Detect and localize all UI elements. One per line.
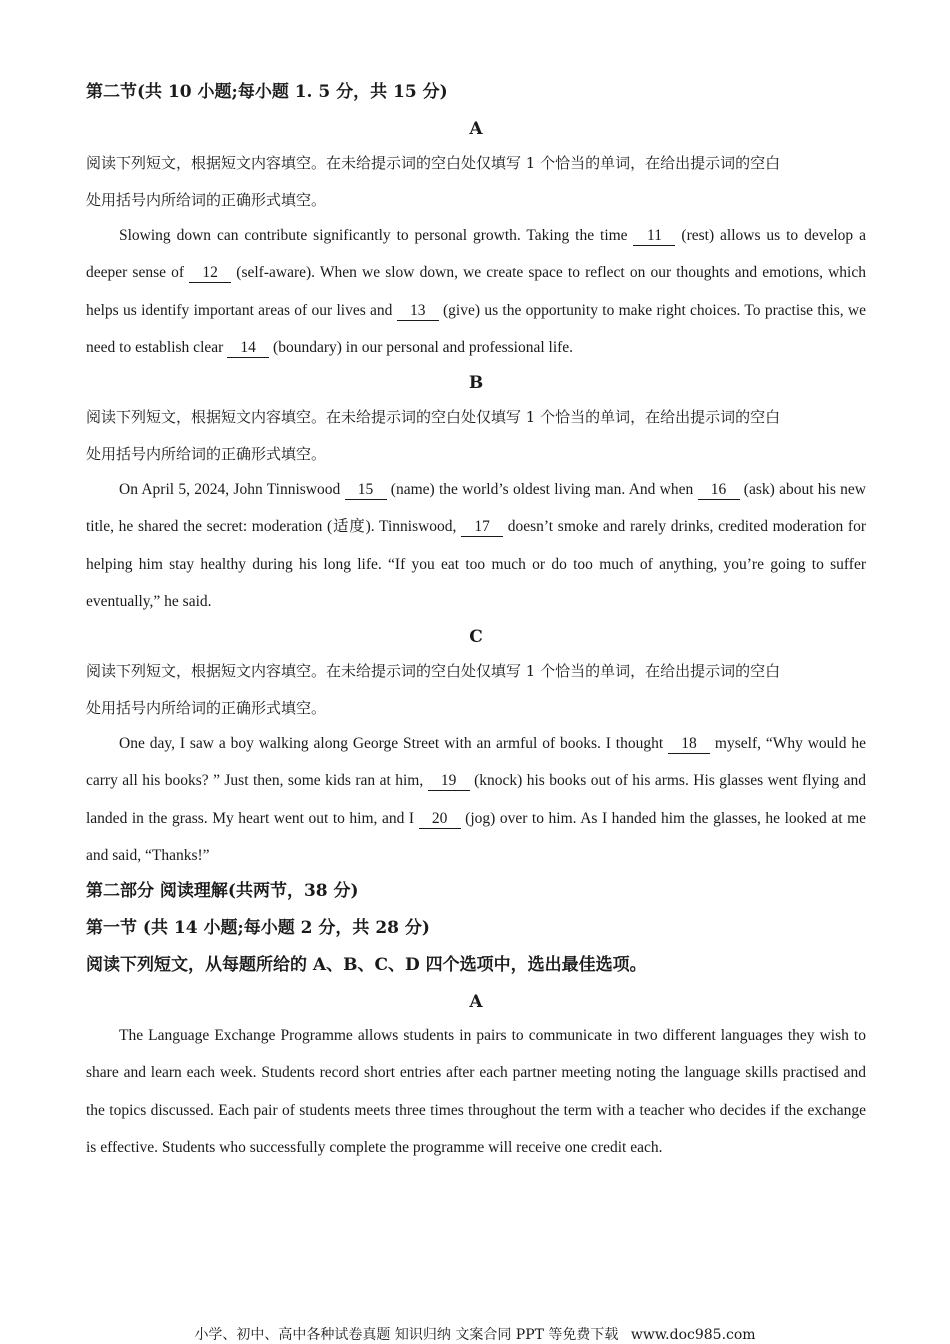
instruction-line-2: 处用括号内所给词的正确形式填空。 [86,191,327,209]
passage-b-label: B [468,373,484,393]
passage-a-text: Slowing down can contribute significantly to personal growth. Taking the time 11 (rest) allows us to develop a deeper sense of 12 (self-aware). When we slow down, we create space to reflect on our thoughts and emotions, which helps us identify important areas of our lives and 13 (give) us the opportunity to make right choices. To practise this, we need to establish clear 14 (boundary) in our personal and professional life. [86,227,866,356]
part2-instruction: 阅读下列短文，从每题所给的 A、B、C、D 四个选项中，选出最佳选项。 [86,955,647,975]
instruction-line-1: 阅读下列短文，根据短文内容填空。在未给提示词的空白处仅填写 1 个恰当的单词，在给出提示词的空白 [86,408,781,426]
reading-passage-a-label: A [469,992,483,1012]
instruction-b [86,399,866,473]
instruction-line-2: 处用括号内所给词的正确形式填空。 [86,699,327,717]
blank-18[interactable]: 18 [668,735,710,754]
blank-19[interactable]: 19 [428,772,470,791]
instruction-a [86,145,866,219]
instruction-c [86,653,866,727]
passage-c-text: One day, I saw a boy walking along George Street with an armful of books. I thought 18 myself, “Why would he carry all his books? ” Just then, some kids ran at him, 19 (knock) his books out of his arms. His glasses went flying and landed in the grass. My heart went out to him, and I 20 (jog) over to him. As I handed him the glasses, he looked at me and said, “Thanks!” [86,735,867,864]
blank-17[interactable]: 17 [461,518,503,537]
blank-20[interactable]: 20 [419,810,461,829]
passage-c-label: C [469,627,483,647]
blank-12[interactable]: 12 [189,264,231,283]
passage-b-text: On April 5, 2024, John Tinniswood 15 (name) the world’s oldest living man. And when 16 (ask) about his new title, he shared the secret: moderation (适度). Tinniswood, 17 doesn’t smoke and rarely drinks, credited moderation for helping him stay healthy during his long life. “If you eat too much or do too much of anything, you’re going to suffer eventually,” he said. [86,481,866,610]
blank-14[interactable]: 14 [227,339,269,358]
footer-text: 小学、初中、高中各种试卷真题 知识归纳 文案合同 PPT 等免费下载 [194,1327,619,1343]
blank-15[interactable]: 15 [345,481,387,500]
footer [0,1324,950,1344]
blank-16[interactable]: 16 [698,481,740,500]
blank-11[interactable]: 11 [633,227,675,246]
section-heading: 第二节(共 10 小题;每小题 1. 5 分，共 15 分) [86,82,448,102]
blank-13[interactable]: 13 [397,302,439,321]
part2-heading: 第二部分 阅读理解(共两节，38 分) [86,881,359,901]
instruction-line-1: 阅读下列短文，根据短文内容填空。在未给提示词的空白处仅填写 1 个恰当的单词，在给出提示词的空白 [86,662,781,680]
instruction-line-1: 阅读下列短文，根据短文内容填空。在未给提示词的空白处仅填写 1 个恰当的单词，在给出提示词的空白 [86,154,781,172]
part2-section1-heading: 第一节 (共 14 小题;每小题 2 分，共 28 分) [86,918,430,938]
reading-passage-a-text: The Language Exchange Programme allows students in pairs to communicate in two different languages they wish to share and learn each week. Students record short entries after each partner meeting noting the language skills practised and the topics discussed. Each pair of students meets three times throughout the term with a teacher who decides if the exchange is effective. Students who successfully complete the programme will receive one credit each. [86,1027,866,1156]
footer-url[interactable]: www.doc985.com [630,1327,756,1343]
passage-a-label: A [469,119,483,139]
instruction-line-2: 处用括号内所给词的正确形式填空。 [86,445,327,463]
